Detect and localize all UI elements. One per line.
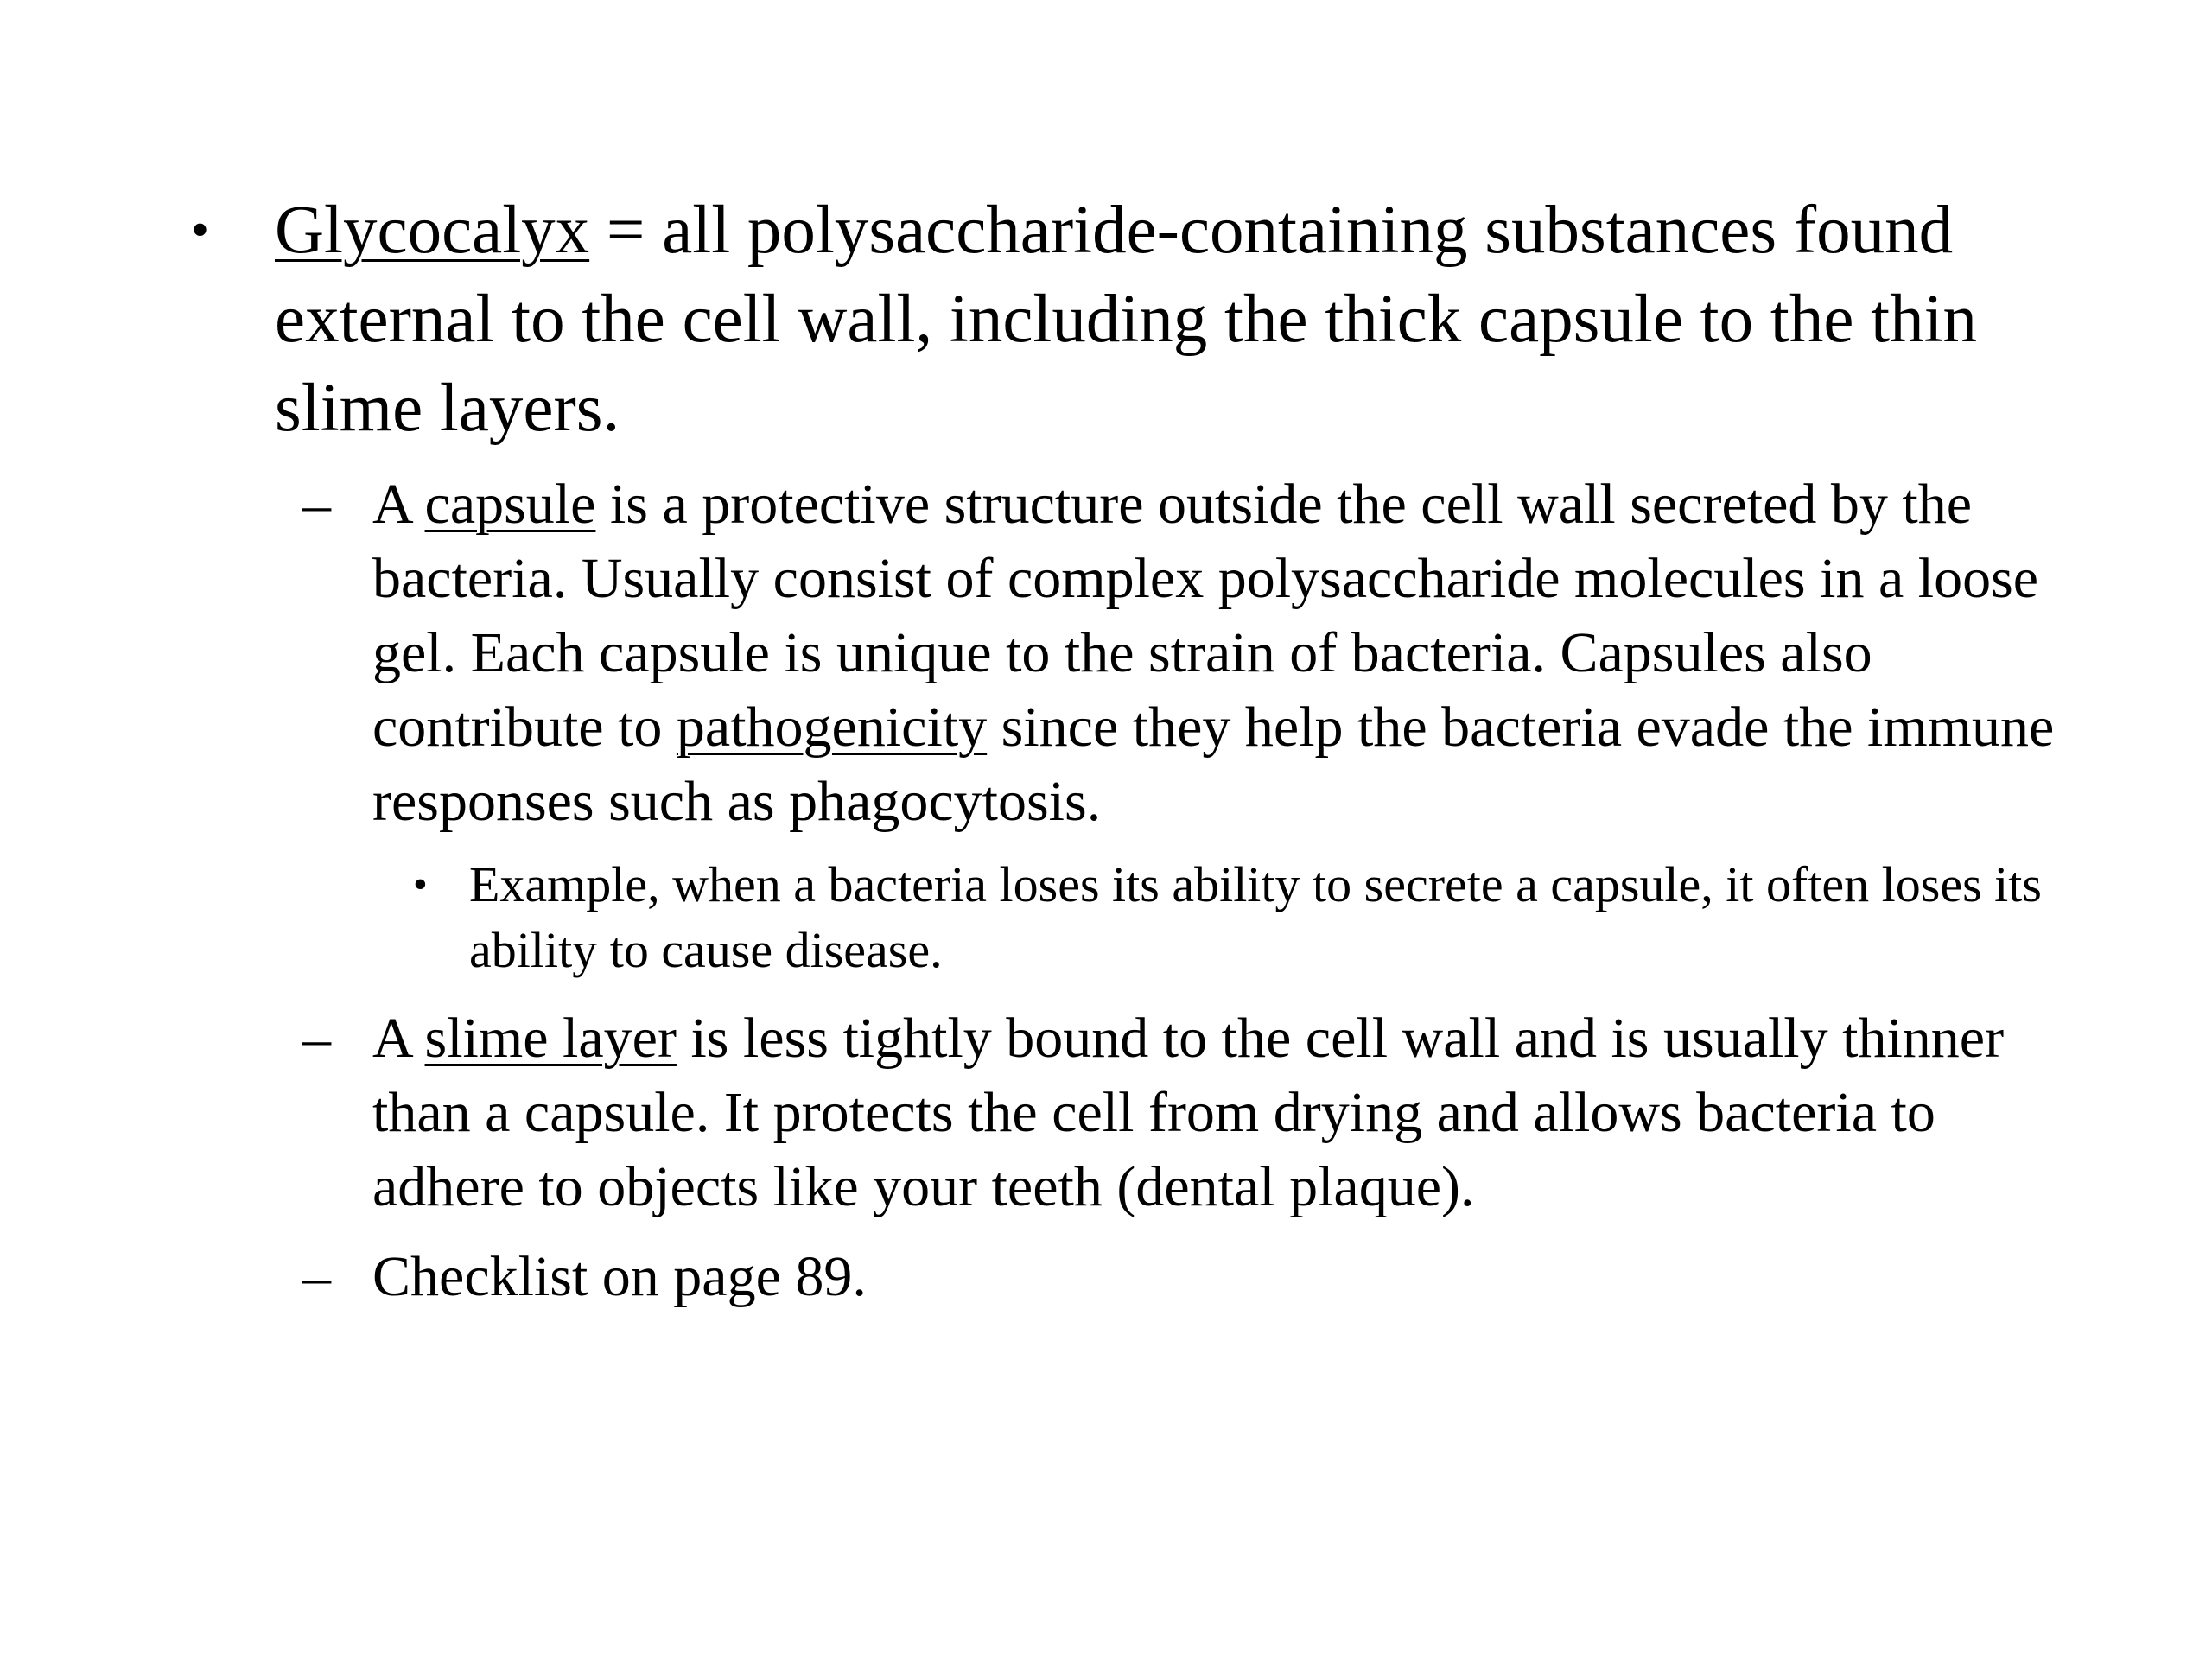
text-mid: is a protective structure outside the cell wall secreted by the bacteria. Usually consist of complex polysaccharide molecules in a loose gel. Each capsule is unique to the strain of bacteria. Capsules also contribute to [372,473,2039,759]
subbullet-checklist [302,1240,2101,1318]
dash-marker: – [302,1245,331,1308]
subbullet-capsule [302,467,2101,848]
subbullet-slime-layer [302,1001,2101,1235]
subbullet-text [372,467,2101,839]
text-pre: A [372,1007,425,1070]
text-post: since they help the bacteria evade the immune responses such as phagocytosis. [372,696,2055,833]
term-slime-layer: slime layer [424,1007,677,1070]
dash-marker: – [302,473,331,536]
text-post: is less tightly bound to the cell wall and is usually thinner than a capsule. It protects the cell from drying and allows bacteria to adhere to objects like your teeth (dental plaque). [372,1007,2005,1218]
subsubbullet-text: Example, when a bacteria loses its ability to secrete a capsule, it often loses its ability to cause disease. [469,856,2042,978]
term-pathogenicity: pathogenicity [676,696,988,759]
dash-marker: – [302,1007,331,1070]
bullet-text-rest: = all polysaccharide-containing substances found external to the cell wall, including the thick capsule to the thin slime layers. [275,193,1978,446]
bullet-text [275,186,2115,453]
bullet-marker: • [191,201,210,258]
bullet-glycocalyx [191,186,2115,462]
term-capsule: capsule [424,473,596,536]
term-glycocalyx: Glycocalyx [275,193,590,268]
subsubbullet-example [413,852,2102,990]
subbullet-text [372,1001,2101,1224]
text-pre: A [372,473,425,536]
subbullet-text: Checklist on page 89. [372,1245,867,1308]
bullet-marker: • [413,861,428,907]
